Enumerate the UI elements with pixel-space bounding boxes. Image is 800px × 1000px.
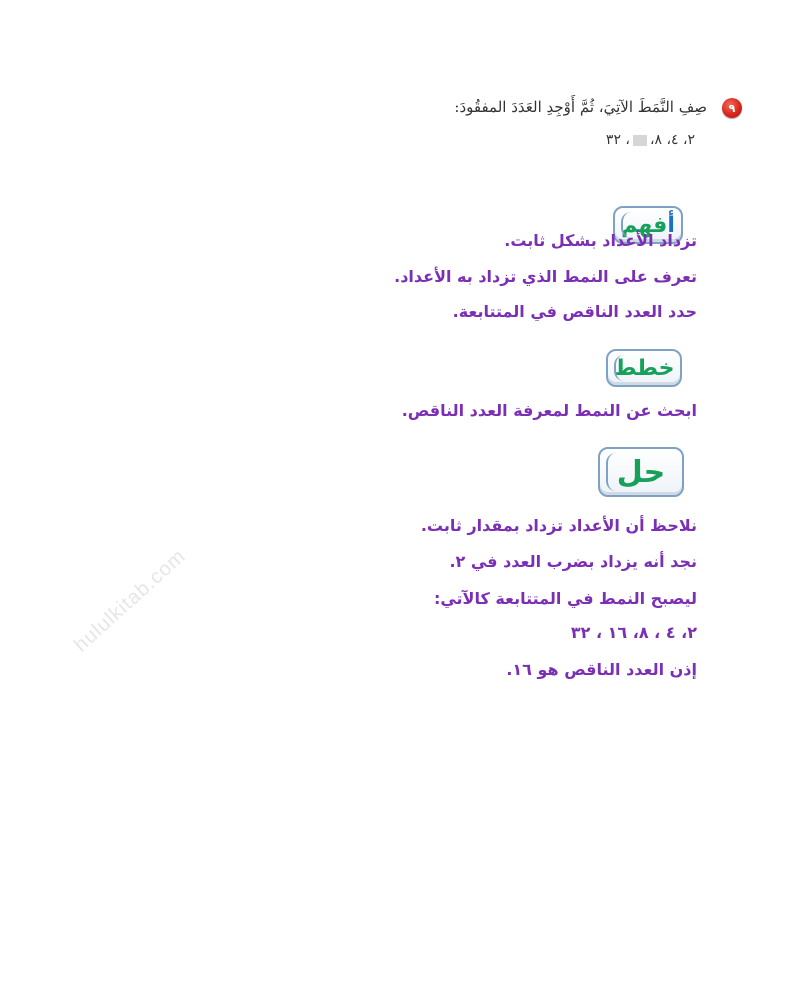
understand-line-2: تعرف على النمط الذي تزداد به الأعداد. xyxy=(394,267,697,286)
understand-line-1: تزداد الأعداد بشكل ثابت. xyxy=(504,231,697,250)
solve-line-3: ليصبح النمط في المتتابعة كالآتي: xyxy=(433,589,697,608)
plan-tag-label: خطط xyxy=(613,355,675,381)
sequence-before: ٢، ٤، ٨، xyxy=(649,132,695,148)
understand-line-3: حدد العدد الناقص في المتتابعة. xyxy=(452,302,697,321)
question-text: صِفِ النَّمَطَ الآتِيَ، ثُمَّ أَوْجِدِ العَدَدَ المفقُودَ: xyxy=(454,98,707,116)
solve-line-1: نلاحظ أن الأعداد تزداد بمقدار ثابت. xyxy=(420,516,697,535)
solve-line-4: ٢، ٤ ، ٨، ١٦ ، ٣٢ xyxy=(570,623,697,642)
solve-tag xyxy=(598,447,684,497)
missing-number-box xyxy=(633,135,647,146)
question-sequence xyxy=(445,132,695,148)
solve-line-2: نجد أنه يزداد بضرب العدد في ٢. xyxy=(449,552,697,571)
sequence-after: ، ٣٢ xyxy=(605,132,630,148)
solve-line-5: إذن العدد الناقص هو ١٦. xyxy=(506,660,697,679)
watermark: hululkitab.com xyxy=(70,545,191,657)
plan-tag xyxy=(606,349,682,387)
understand-tag-label-alif: أ xyxy=(667,212,675,238)
solve-tag-label: حل xyxy=(616,454,666,490)
plan-line-1: ابحث عن النمط لمعرفة العدد الناقص. xyxy=(401,401,697,420)
question-number-badge: ٩ xyxy=(722,98,742,118)
understand-tag-label-rest: فهم xyxy=(621,212,668,238)
